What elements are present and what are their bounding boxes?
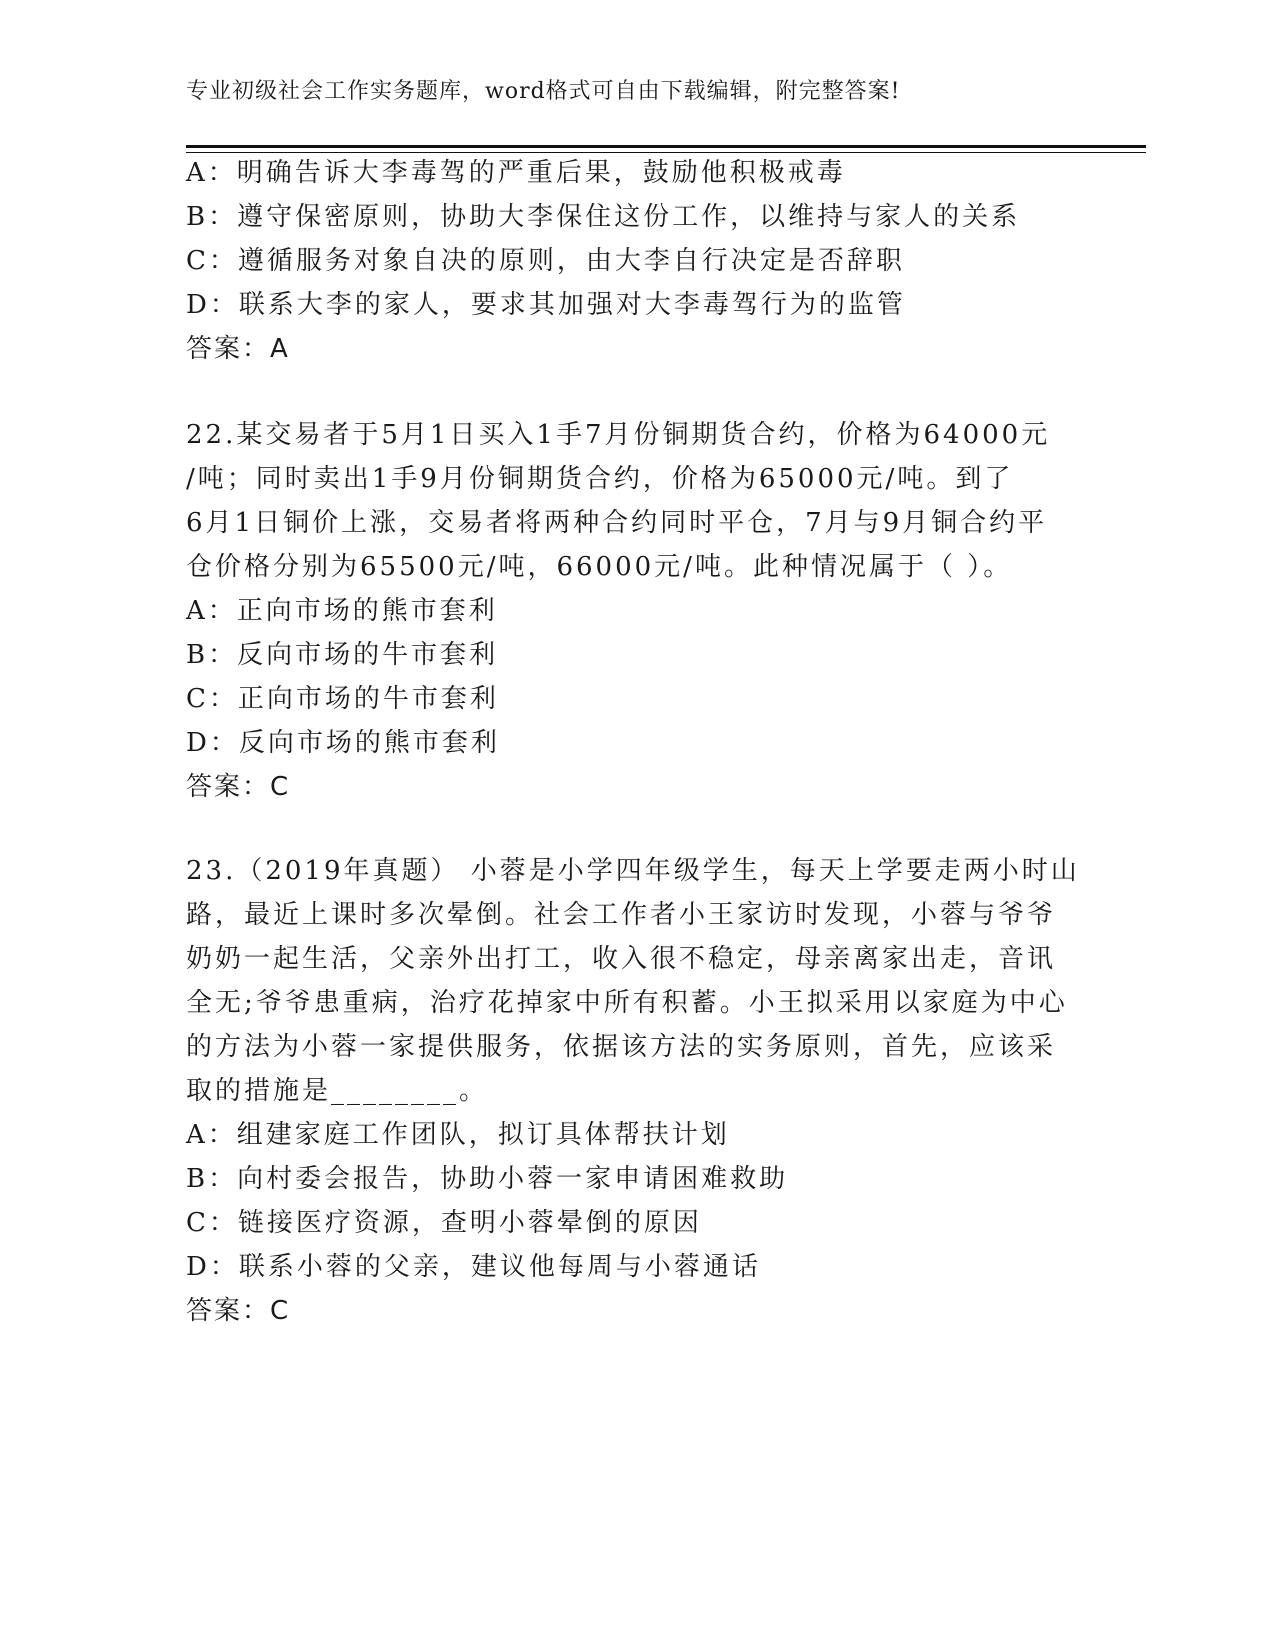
header-divider bbox=[186, 145, 1146, 148]
q23-option-b: B：向村委会报告，协助小蓉一家申请困难救助 bbox=[186, 1164, 789, 1194]
q22-stem-line: 22.某交易者于5月1日买入1手7月份铜期货合约，价格为64000元 bbox=[186, 420, 1051, 450]
q23-option-a: A：组建家庭工作团队，拟订具体帮扶计划 bbox=[186, 1120, 730, 1150]
q21-option-c: C：遵循服务对象自决的原则，由大李自行决定是否辞职 bbox=[186, 246, 905, 276]
q22-answer: 答案：C bbox=[186, 772, 291, 802]
q23-stem-line: 全无;爷爷患重病，治疗花掉家中所有积蓄。小王拟采用以家庭为中心 bbox=[186, 988, 1068, 1018]
q23-stem-line: 取的措施是________。 bbox=[186, 1076, 489, 1106]
q22-stem-line: 6月1日铜价上涨，交易者将两种合约同时平仓，7月与9月铜合约平 bbox=[186, 508, 1048, 538]
q23-answer: 答案：C bbox=[186, 1296, 291, 1326]
q22-stem-line: /吨；同时卖出1手9月份铜期货合约，价格为65000元/吨。到了 bbox=[186, 464, 1014, 494]
q23-stem-line: 23.（2019年真题） 小蓉是小学四年级学生，每天上学要走两小时山 bbox=[186, 856, 1080, 886]
q23-stem-line: 的方法为小蓉一家提供服务，依据该方法的实务原则，首先，应该采 bbox=[186, 1032, 1057, 1062]
q22-option-b: B：反向市场的牛市套利 bbox=[186, 640, 499, 670]
q22-option-a: A：正向市场的熊市套利 bbox=[186, 596, 498, 626]
q23-stem-line: 奶奶一起生活，父亲外出打工，收入很不稳定，母亲离家出走，音讯 bbox=[186, 944, 1057, 974]
q21-answer: 答案：A bbox=[186, 334, 290, 364]
q22-stem-line: 仓价格分别为65500元/吨，66000元/吨。此种情况属于（ ）。 bbox=[186, 552, 1013, 582]
q23-option-c: C：链接医疗资源，查明小蓉晕倒的原因 bbox=[186, 1208, 702, 1238]
q21-option-b: B：遵守保密原则，协助大李保住这份工作，以维持与家人的关系 bbox=[186, 202, 1021, 232]
q22-option-d: D：反向市场的熊市套利 bbox=[186, 728, 500, 758]
page-header: 专业初级社会工作实务题库，word格式可自由下载编辑，附完整答案! bbox=[186, 79, 901, 104]
q22-option-c: C：正向市场的牛市套利 bbox=[186, 684, 499, 714]
q21-option-d: D：联系大李的家人，要求其加强对大李毒驾行为的监管 bbox=[186, 290, 906, 320]
q23-stem-line: 路，最近上课时多次晕倒。社会工作者小王家访时发现，小蓉与爷爷 bbox=[186, 900, 1057, 930]
q23-option-d: D：联系小蓉的父亲，建议他每周与小蓉通话 bbox=[186, 1252, 761, 1282]
q21-option-a: A：明确告诉大李毒驾的严重后果，鼓励他积极戒毒 bbox=[186, 158, 846, 188]
